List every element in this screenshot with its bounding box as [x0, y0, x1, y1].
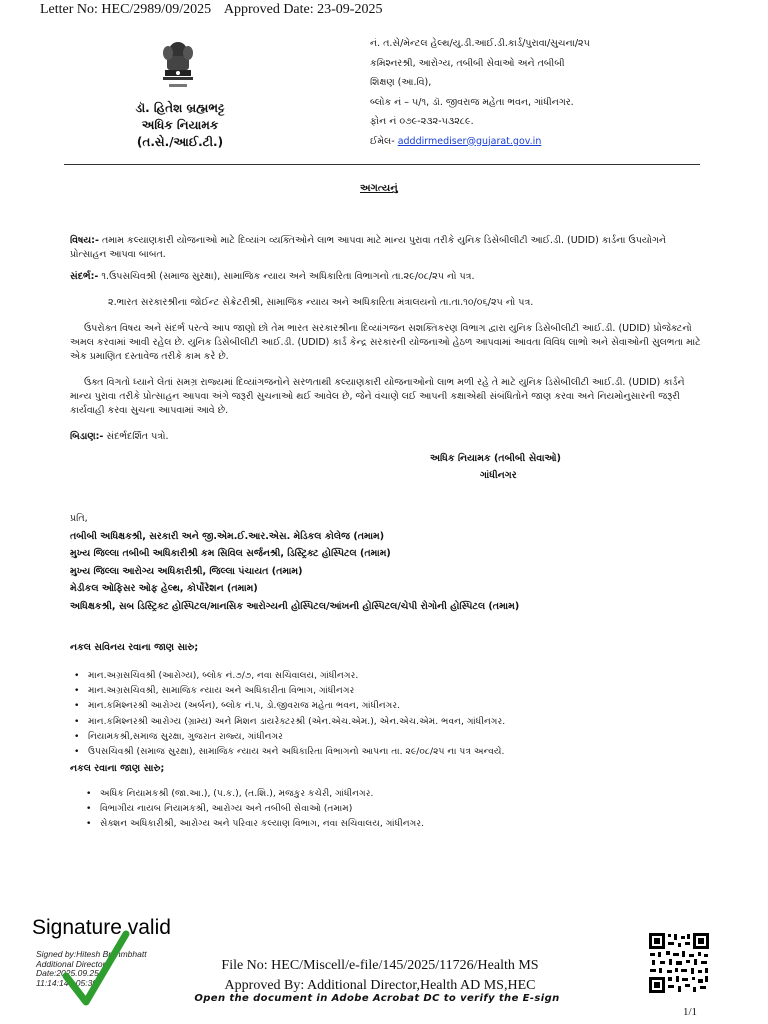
copy-info-list	[100, 786, 700, 831]
officer-department: (ત.સે./આઈ.ટી.)	[136, 135, 224, 149]
address-line: કમિશ્નરશ્રી, આરોગ્ય, તબીબી સેવાઓ અને તબીબી	[370, 57, 565, 69]
approved-date: Approved Date: 23-09-2025	[223, 2, 383, 17]
address-line: નં. ત.સે/મેન્ટલ હેલ્થ/યુ.ડી.આઈ.ડી.કાર્ડ/પુરાવા/સુચના/૨૫	[370, 38, 590, 49]
list-item: • અધિક નિયામકશ્રી (જા.આ.), (પ.ક.), (ત.શિ.), મજકુર કચેરી, ગાંધીનગર.	[100, 786, 700, 801]
copy-heading: નકલ સવિનય રવાના જાણ સારુ;	[70, 642, 199, 653]
qr-code-icon	[648, 932, 710, 994]
file-number: File No: HEC/Miscell/e-file/145/2025/11726/Health MS	[221, 958, 539, 973]
to-label: પ્રતિ,	[70, 513, 88, 524]
list-item: • માન.કમિશ્નરશ્રી આરોગ્ય (ગ્રામ્ય) અને મિશન ડાયરેક્ટરશ્રી (એન.એચ.એમ.), એન.એચ.એમ. ભવન, ગાંધીનગર.	[88, 714, 708, 729]
copy-info-heading: નકલ રવાના જાણ સારુ;	[70, 763, 165, 774]
subject-label: વિષય:-	[70, 235, 99, 246]
reference-label: સંદર્ભ:-	[70, 271, 99, 282]
list-item: • માન.કમિશ્નરશ્રી આરોગ્ય (અર્બન), બ્લોક નં.૫, ડો.જીવરાજ મહેતા ભવન, ગાંધીનગર.	[88, 698, 708, 713]
recipient-item: મુખ્ય જિલ્લા તબીબી અધિકારીશ્રી કમ સિવિલ સર્જનશ્રી, ડિસ્ટ્રિક્ટ હોસ્પિટલ (તમામ)	[70, 548, 391, 559]
page-number: 1/1	[683, 1006, 698, 1018]
urgent-heading: અગત્યનું	[360, 183, 398, 194]
address-block	[370, 34, 730, 151]
signature-line: Signed by:Hitesh Brahmbhatt	[36, 949, 147, 959]
footer-meta	[200, 956, 560, 996]
list-item: • નિયામકશ્રી,સમાજ સુરક્ષા, ગુજરાત રાજ્ય, ગાંધીનગર	[88, 729, 708, 744]
signature-line: Additional Director	[36, 958, 106, 969]
recipient-item: અધિક્ષકશ્રી, સબ ડિસ્ટ્રિક્ટ હોસ્પિટલ/માનસિક આરોગ્યની હોસ્પિટલ/આંખની હોસ્પિટલ/ચેપી રોગોની હોસ્પિટલ (તમામ)	[70, 600, 520, 612]
officer-designation: અધિક નિયામક	[141, 118, 219, 132]
recipient-item: મેડીકલ ઓફિસર ઓફ હેલ્થ, કોર્પોરેશન (તમામ)	[70, 583, 258, 594]
address-line: બ્લોક નં – ૫/૧, ડૉ. જીવરાજ મહેતા ભવન, ગાંધીનગર.	[370, 96, 574, 108]
email-link[interactable]: adddirmediser@gujarat.gov.in	[397, 135, 542, 147]
signatory-title: અધિક નિયામક (તબીબી સેવાઓ)	[430, 453, 561, 464]
state-emblem-icon	[153, 40, 203, 96]
signatory-block	[430, 450, 670, 484]
officer-block	[95, 100, 265, 151]
body-paragraph-2: ઉક્ત વિગતો ધ્યાને લેતાં સમગ્ર રાજ્યમાં દિવ્યાંગજનોને સરળતાથી કલ્યાણકારી યોજનાઓનો લાભ મળી રહે તે માટે યુનિક ડિસેબીલીટી આઈ.ડી. (UDID) કાર્ડને માન્ય પુરાવા તરીકે પ્રોત્સાહન આપવા અંગે જરૂરી સુચનાઓ થઈ આવેલ છે, જેને વંચાણે લઈ આપની કક્ષાએથી સંબંધિતોને જાણ કરવા અને નિયમોનુસારની જરૂરી કાર્યવાહી કરવા સુચના આપવામાં આવે છે.	[70, 377, 685, 416]
list-item: • વિભાગીય નાયબ નિયામકશ્રી, આરોગ્ય અને તબીબી સેવાઓ (તમામ)	[100, 801, 700, 816]
enclosure-label: બિડાણ:-	[70, 431, 104, 442]
list-item: • ઉપસચિવશ્રી (સમાજ સુરક્ષા), સામાજિક ન્યાય અને અધિકારિતા વિભાગનો આપના તા. ૨૯/૦૮/૨૫ ના પત્ર અન્વયે.	[88, 744, 708, 759]
recipient-item: મુખ્ય જિલ્લા આરોગ્ય અધિકારીશ્રી, જિલ્લા પંચાયત (તમામ)	[70, 565, 303, 577]
body-paragraph-1: ઉપરોક્ત વિષય અને સંદર્ભ પરત્વે આપ જાણો છો તેમ ભારત સરકારશ્રીના દિવ્યાંગજન સશક્તિકરણ વિભાગ દ્વારા યુનિક ડિસેબીલીટી આઈ.ડી. (UDID) પ્રોજેક્ટનો અમલ કરવામાં આવી રહેલ છે. યુનિક ડિસેબીલીટી આઈ.ડી. (UDID) કાર્ડ કેન્દ્ર સરકારની યોજનાઓ હેઠળ આપવામાં આવતા વિવિધ લાભો અને સેવાઓની સુલભતા માટે એક પ્રમાણિત દસ્તાવેજ તરીકે કામ કરે છે.	[70, 323, 701, 362]
list-item: • માન.અગ્રસચિવશ્રી, સામાજિક ન્યાય અને અધિકારીતા વિભાગ, ગાંધીનગર	[88, 683, 708, 698]
approved-by: Approved By: Additional Director,Health AD MS,HEC	[224, 978, 536, 993]
list-item: • માન.અગ્રસચિવશ્રી (આરોગ્ય), બ્લોક નં.૭/૭, નવા સચિવાલય, ગાંધીનગર.	[88, 668, 708, 683]
letter-header	[40, 2, 392, 18]
signature-status: Signature valid	[32, 916, 171, 939]
header-divider	[64, 164, 700, 165]
reference-1	[70, 270, 700, 284]
copy-list	[88, 668, 708, 759]
verify-note: Open the document in Adobe Acrobat DC to verify the E-sign	[194, 993, 560, 1004]
email-line	[370, 132, 730, 152]
enclosure-text: સંદર્ભદર્શિત પત્રો.	[106, 431, 169, 442]
letter-number: Letter No: HEC/2989/09/2025	[40, 2, 212, 17]
email-label: ઈમેલ-	[370, 135, 395, 147]
reference-2: ૨.ભારત સરકારશ્રીના જોઈન્ટ સેક્રેટરીશ્રી, સામાજિક ન્યાય અને અધિકારિતા મંત્રાલયનો તા.તા.૧૦/૦૬/૨૫ નો પત્ર.	[108, 297, 534, 308]
address-line: શિક્ષણ (આ.વિ),	[370, 77, 432, 88]
address-line: ફોન નં ૦૭૯-૨૩૨-૫૩૨૮૯.	[370, 116, 474, 127]
signature-line: Date:2025.09.25	[36, 968, 99, 978]
enclosure-line	[70, 430, 670, 444]
officer-name: ડૉ. હિતેશ બ્રહ્મભટ્ટ	[135, 101, 225, 115]
subject-text: તમામ કલ્યાણકારી યોજનાઓ માટે દિવ્યાંગ વ્યક્તિઓને લાભ આપવા માટે માન્ય પુરાવા તરીકે યુનિક ડિસેબીલીટી આઈ.ડી. (UDID) કાર્ડના ઉપયોગને પ્રોત્સાહન આપવા બાબત.	[70, 235, 667, 260]
signature-line: 11:14:14 +05:30	[36, 977, 98, 988]
subject-paragraph	[70, 234, 700, 262]
list-item: • સેક્શન અધિકારીશ્રી, આરોગ્ય અને પરિવાર કલ્યાણ વિભાગ, નવા સચિવાલય, ગાંધીનગર.	[100, 816, 700, 831]
reference-1-text: ૧.ઉપસચિવશ્રી (સમાજ સુરક્ષા), સામાજિક ન્યાય અને અધિકારિતા વિભાગનો તા.૨૯/૦૮/૨૫ નો પત્ર.	[101, 271, 475, 282]
signature-check-icon	[60, 920, 130, 1010]
recipient-item: તબીબી અધિક્ષકશ્રી, સરકારી અને જી.એમ.ઈ.આર.એસ. મેડિકલ કોલેજ (તમામ)	[70, 530, 385, 542]
signatory-place: ગાંધીનગર	[480, 470, 517, 481]
recipients-block	[70, 510, 710, 615]
